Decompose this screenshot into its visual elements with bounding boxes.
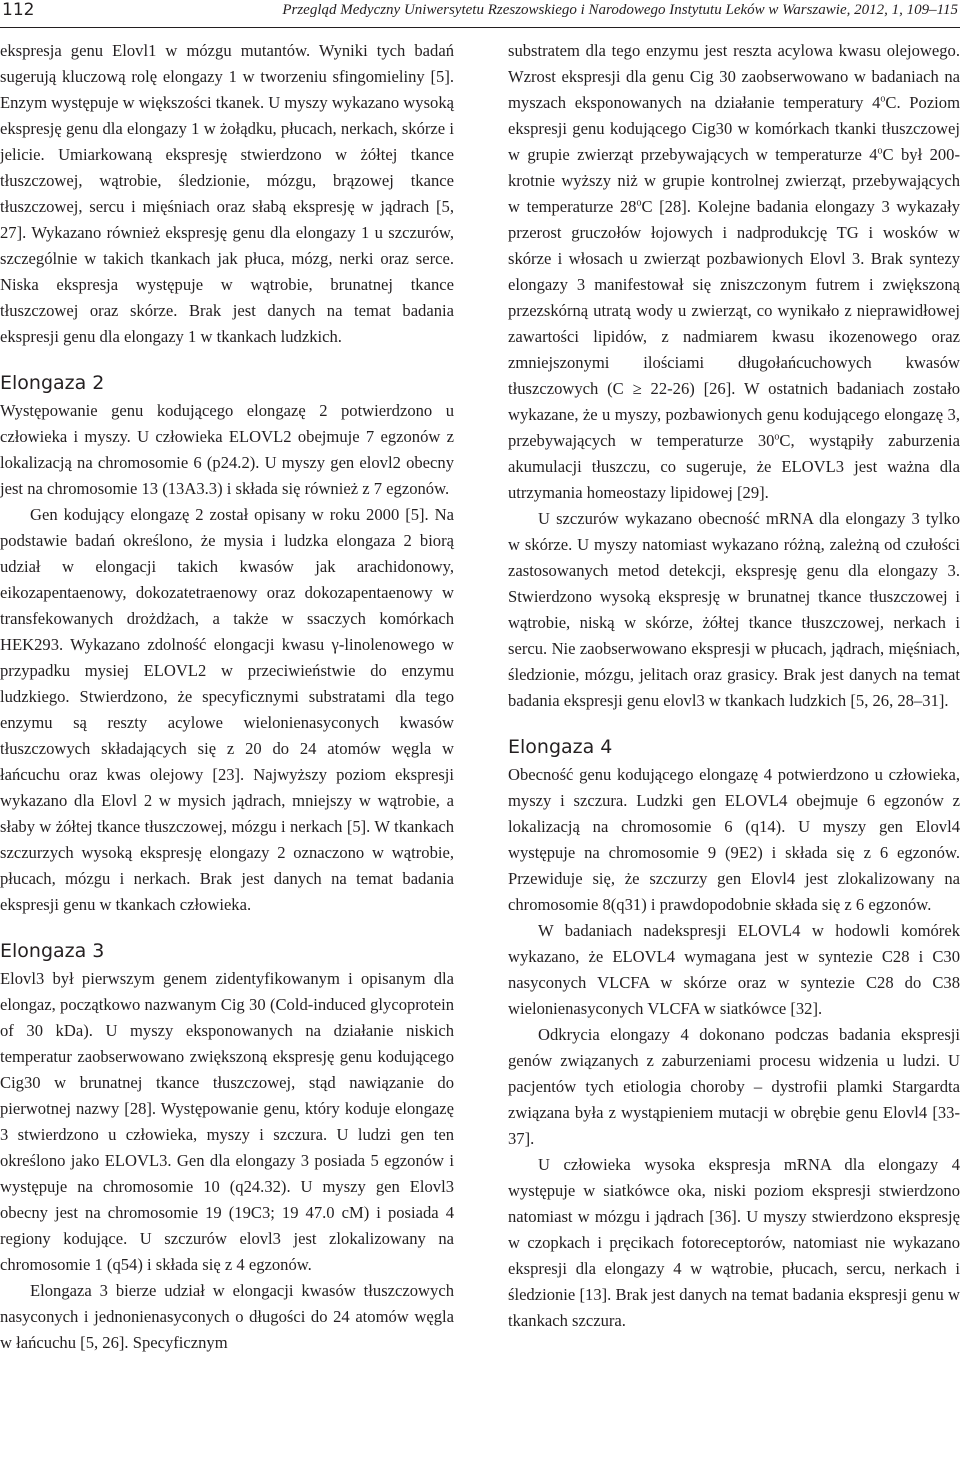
paragraph-elongaza3-substrate: substratem dla tego enzymu jest reszta acylowa kwasu olejowego. Wzrost ekspresji dla genu Cig 30 zaobserwowano w badaniach na myszach eksponowanych na działanie temperatury 4$^o$C. Poziom ekspresji genu kodującego Cig30 w komórkach tkanki tłuszczowej w grupie zwierząt przebywających w temperaturze 4$^o$C był 200-krotnie wyższy niż w grupie kontrolnej zwierząt, przebywających w temperaturze 28$^o$C [28]. Kolejne badania elongazy 3 wykazały przerost gruczołów łojowych i nadprodukcję TG i wosków w skórze i włosach u zwierząt pozbawionych Elovl 3. Brak syntezy elongazy 3 manifestował się zniszczonym futrem i zwiększoną przezskórną utratą wody u zwierząt, co wynikało z nieprawidłowej zawartości lipidów, z nadmiarem kwasu ikozenowego oraz zmniejszonymi ilościami długołańcuchowych kwasów tłuszczowych (C ≥ 22-26) [26]. W ostatnich badaniach zostało wykazane, że u myszy, pozbawionych genu kodującego elongazę 3, przebywających w temperaturze 30$^o$C, wystąpiły zaburzenia akumulacji tłuszczu, co sugeruje, że ELOVL3 jest ważna dla utrzymania homeostazy lipidowej [29]. xyxy=(508,41,960,502)
paragraph-elongaza4-overexpression: W badaniach nadekspresji ELOVL4 w hodowli komórek wykazano, że ELOVL4 wymagana jest w syntezie C28 i C30 nasyconych VLCFA w skórze oraz w syntezie C28 do C38 wielonienasyconych VLCFA w siatkówce [32]. xyxy=(508,921,960,1018)
paragraph-elongaza3-function: Elongaza 3 bierze udział w elongacji kwasów tłuszczowych nasyconych i jednonienasyconych o długości do 24 atomów węgla w łańcuchu [5, 26]. Specyficznym xyxy=(0,1281,454,1352)
paragraph-elongaza3-gene: Elovl3 był pierwszym genem zidentyfikowanym i opisanym dla elongaz, początkowo nazwanym Cig 30 (Cold-induced glycoprotein of 30 kDa). U myszy eksponowanych na działanie niskich temperatur zaobserwowano zwiększoną ekspresję genu kodującego Cig30 w brunatnej tkance tłuszczowej, stąd nawiązanie do pierwotnej nazwy [28]. Występowanie genu, który koduje elongazę 3 stwierdzono u człowieka, myszy i szczura. U ludzi gen ten określono jako ELOVL3. Gen dla elongazy 3 posiada 5 egzonów i występuje na chromosomie 10 (q24.32). U myszy gen Elovl3 obecny jest na chromosomie 19 (19C3; 19 47.0 cM) i posiada 4 regiony kodujące. U szczurów elovl3 jest zlokalizowany na chromosomie 1 (q54) i składa się z 4 egzonów. xyxy=(0,969,454,1274)
section-heading-elongaza-3: Elongaza 3 xyxy=(0,940,105,962)
journal-citation: Przegląd Medyczny Uniwersytetu Rzeszowskiego i Narodowego Instytutu Leków w Warszawie, 2012, 1, 109–115 xyxy=(282,2,958,18)
paragraph-elongaza3-expression: U szczurów wykazano obecność mRNA dla elongazy 3 tylko w skórze. U myszy natomiast wykazano różną, zależną od czułości zastosowanych metod detekcji, ekspresję genu dla elongazy 3. Stwierdzono wysoką ekspresję w brunatnej tkance tłuszczowej i wątrobie, niską w skórze, żółtej tkance tłuszczowej, nerkach i sercu. Nie zaobserwowano ekspresji w płucach, jądrach, mięśniach, śledzionie, mózgu, jelitach oraz grasicy. Brak jest danych na temat badania ekspresji genu elovl3 w tkankach ludzkich [5, 26, 28–31]. xyxy=(508,509,960,710)
paragraph-elongaza2-gene: Występowanie genu kodującego elongazę 2 potwierdzono u człowieka i myszy. U człowieka ELOVL2 obejmuje 7 egzonów z lokalizacją na chromosomie 6 (p24.2). U myszy gen elovl2 obecny jest na chromosomie 13 (13A3.3) i składa się również z 7 egzonów. xyxy=(0,401,454,498)
page-header xyxy=(0,0,960,32)
paragraph-elongaza2-function: Gen kodujący elongazę 2 został opisany w roku 2000 [5]. Na podstawie badań określono, że mysia i ludzka elongaza 2 biorą udział w elongacji takich kwasów jak arachidonowy, eikozapentaenowy, dokozatetraenowy oraz dokozapentaenowy w transfekowanych drożdżach, a także w ssaczych komórkach HEK293. Wykazano zdolność elongacji kwasu γ-linolenowego w przypadku mysiej ELOVL2 w przeciwieństwie do enzymu ludzkiego. Stwierdzono, że specyficznymi substratami dla tego enzymu są reszty acylowe wielonienasyconych kwasów tłuszczowych składających się z 20 do 24 atomów węgla w łańcuchu oraz kwas olejowy [23]. Najwyższy poziom ekspresji wykazano dla Elovl 2 w mysich jądrach, mniejszy w wątrobie, a słaby w żółtej tkance tłuszczowej, mózgu i nerkach [5]. W tkankach szczurzych wysoką ekspresję elongazy 2 oznaczono w wątrobie, płucach, mózgu i nerkach. Brak jest danych na temat badania ekspresji genu w tkankach człowieka. xyxy=(0,505,454,914)
paragraph-elongaza4-expression: U człowieka wysoka ekspresja mRNA dla elongazy 4 występuje w siatkówce oka, niski poziom ekspresji stwierdzono natomiast w mózgu i jądrach [36]. U myszy stwierdzono ekspresję w czopkach i pręcikach fotoreceptorów, natomiast nie wykazano ekspresji dla elongazy 4 w wątrobie, płucach, sercu, nerkach i śledzionie [13]. Brak jest danych na temat badania ekspresji genu w tkankach szczura. xyxy=(508,1155,960,1330)
header-rule xyxy=(0,27,960,28)
paragraph-elongaza1-end: ekspresja genu Elovl1 w mózgu mutantów. Wyniki tych badań sugerują kluczową rolę elongazy 1 w tworzeniu sfingomieliny [5]. Enzym występuje w większości tkanek. U myszy wykazano wysoką ekspresję genu dla elongazy 1 w żołądku, płucach, nerkach, skórze i jelicie. Umiarkowaną ekspresję stwierdzono w żółtej tkance tłuszczowej, wątrobie, śledzionie, mózgu, brązowej tkance tłuszczowej, sercu i mięśniach oraz słabą ekspresję w jądrach [5, 27]. Wykazano również ekspresję genu dla elongazy 1 u szczurów, szczególnie w takich tkankach jak płuca, mózg, nerki oraz serce. Niska ekspresja występuje w wątrobie, brunatnej tkance tłuszczowej oraz skórze. Brak jest danych na temat badania ekspresji genu dla elongazy 1 w tkankach ludzkich. xyxy=(0,41,454,346)
paragraph-elongaza4-gene: Obecność genu kodującego elongazę 4 potwierdzono u człowieka, myszy i szczura. Ludzki gen ELOVL4 obejmuje 6 egzonów z lokalizacją na chromosomie 6 (q14). U myszy gen Elovl4 występuje na chromosomie 9 (9E2) i składa się z 6 egzonów. Przewiduje się, że szczurzy gen Elovl4 jest zlokalizowany na chromosomie 8(q31) i prawdopodobnie składa się z 6 egzonów. xyxy=(508,765,960,914)
page-number: 112 xyxy=(2,0,35,20)
section-heading-elongaza-4: Elongaza 4 xyxy=(508,736,613,758)
right-column xyxy=(508,38,960,1334)
section-heading-elongaza-2: Elongaza 2 xyxy=(0,372,105,394)
left-column xyxy=(0,38,454,1356)
paragraph-elongaza4-discovery: Odkrycia elongazy 4 dokonano podczas badania ekspresji genów związanych z zaburzeniami procesu widzenia u ludzi. U pacjentów tych etiologia choroby – dystrofii plamki Stargardta związana była z wystąpieniem mutacji w obrębie genu Elovl4 [33-37]. xyxy=(508,1025,960,1148)
